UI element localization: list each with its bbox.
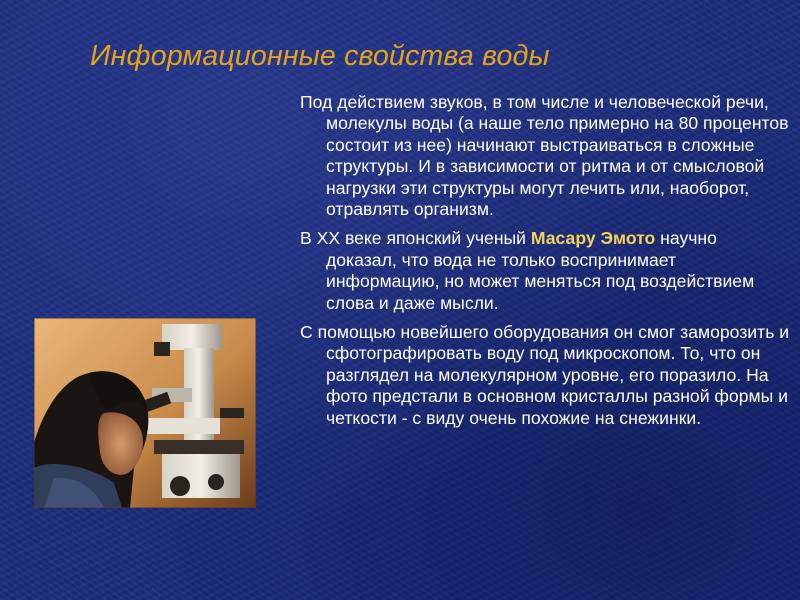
slide-body: [300, 92, 792, 437]
slide-title: Информационные свойства воды: [90, 40, 550, 72]
paragraph-3-text: С помощью новейшего оборудования он смог заморозить и сфотографировать воду под микроскопом. То, что он разглядел на молекулярном уровне, его поразило. На фото предстали в основном кристаллы разной формы и четкости - с виду очень похожие на снежинки.: [300, 322, 790, 428]
scientist-microscope-photo: [34, 318, 256, 508]
paragraph-3: [300, 322, 792, 429]
paragraph-1-text: Под действием звуков, в том числе и человеческой речи, молекулы воды (а наше тело примерно на 80 процентов состоит из нее) начинают выстраиваться в сложные структуры. И в зависимости от ритма и от смысловой нагрузки эти структуры могут лечить или, наоборот, отравлять организм.: [300, 92, 789, 220]
paragraph-2: [300, 228, 792, 314]
paragraph-1: [300, 92, 792, 220]
paragraph-2-lead: В XX веке японский ученый: [300, 228, 531, 249]
paragraph-2-rest: научно доказал, что вода не только воспринимает информацию, но может меняться под воздействием слова и даже мысли.: [326, 228, 755, 313]
scientist-name: Масару Эмото: [530, 228, 656, 249]
